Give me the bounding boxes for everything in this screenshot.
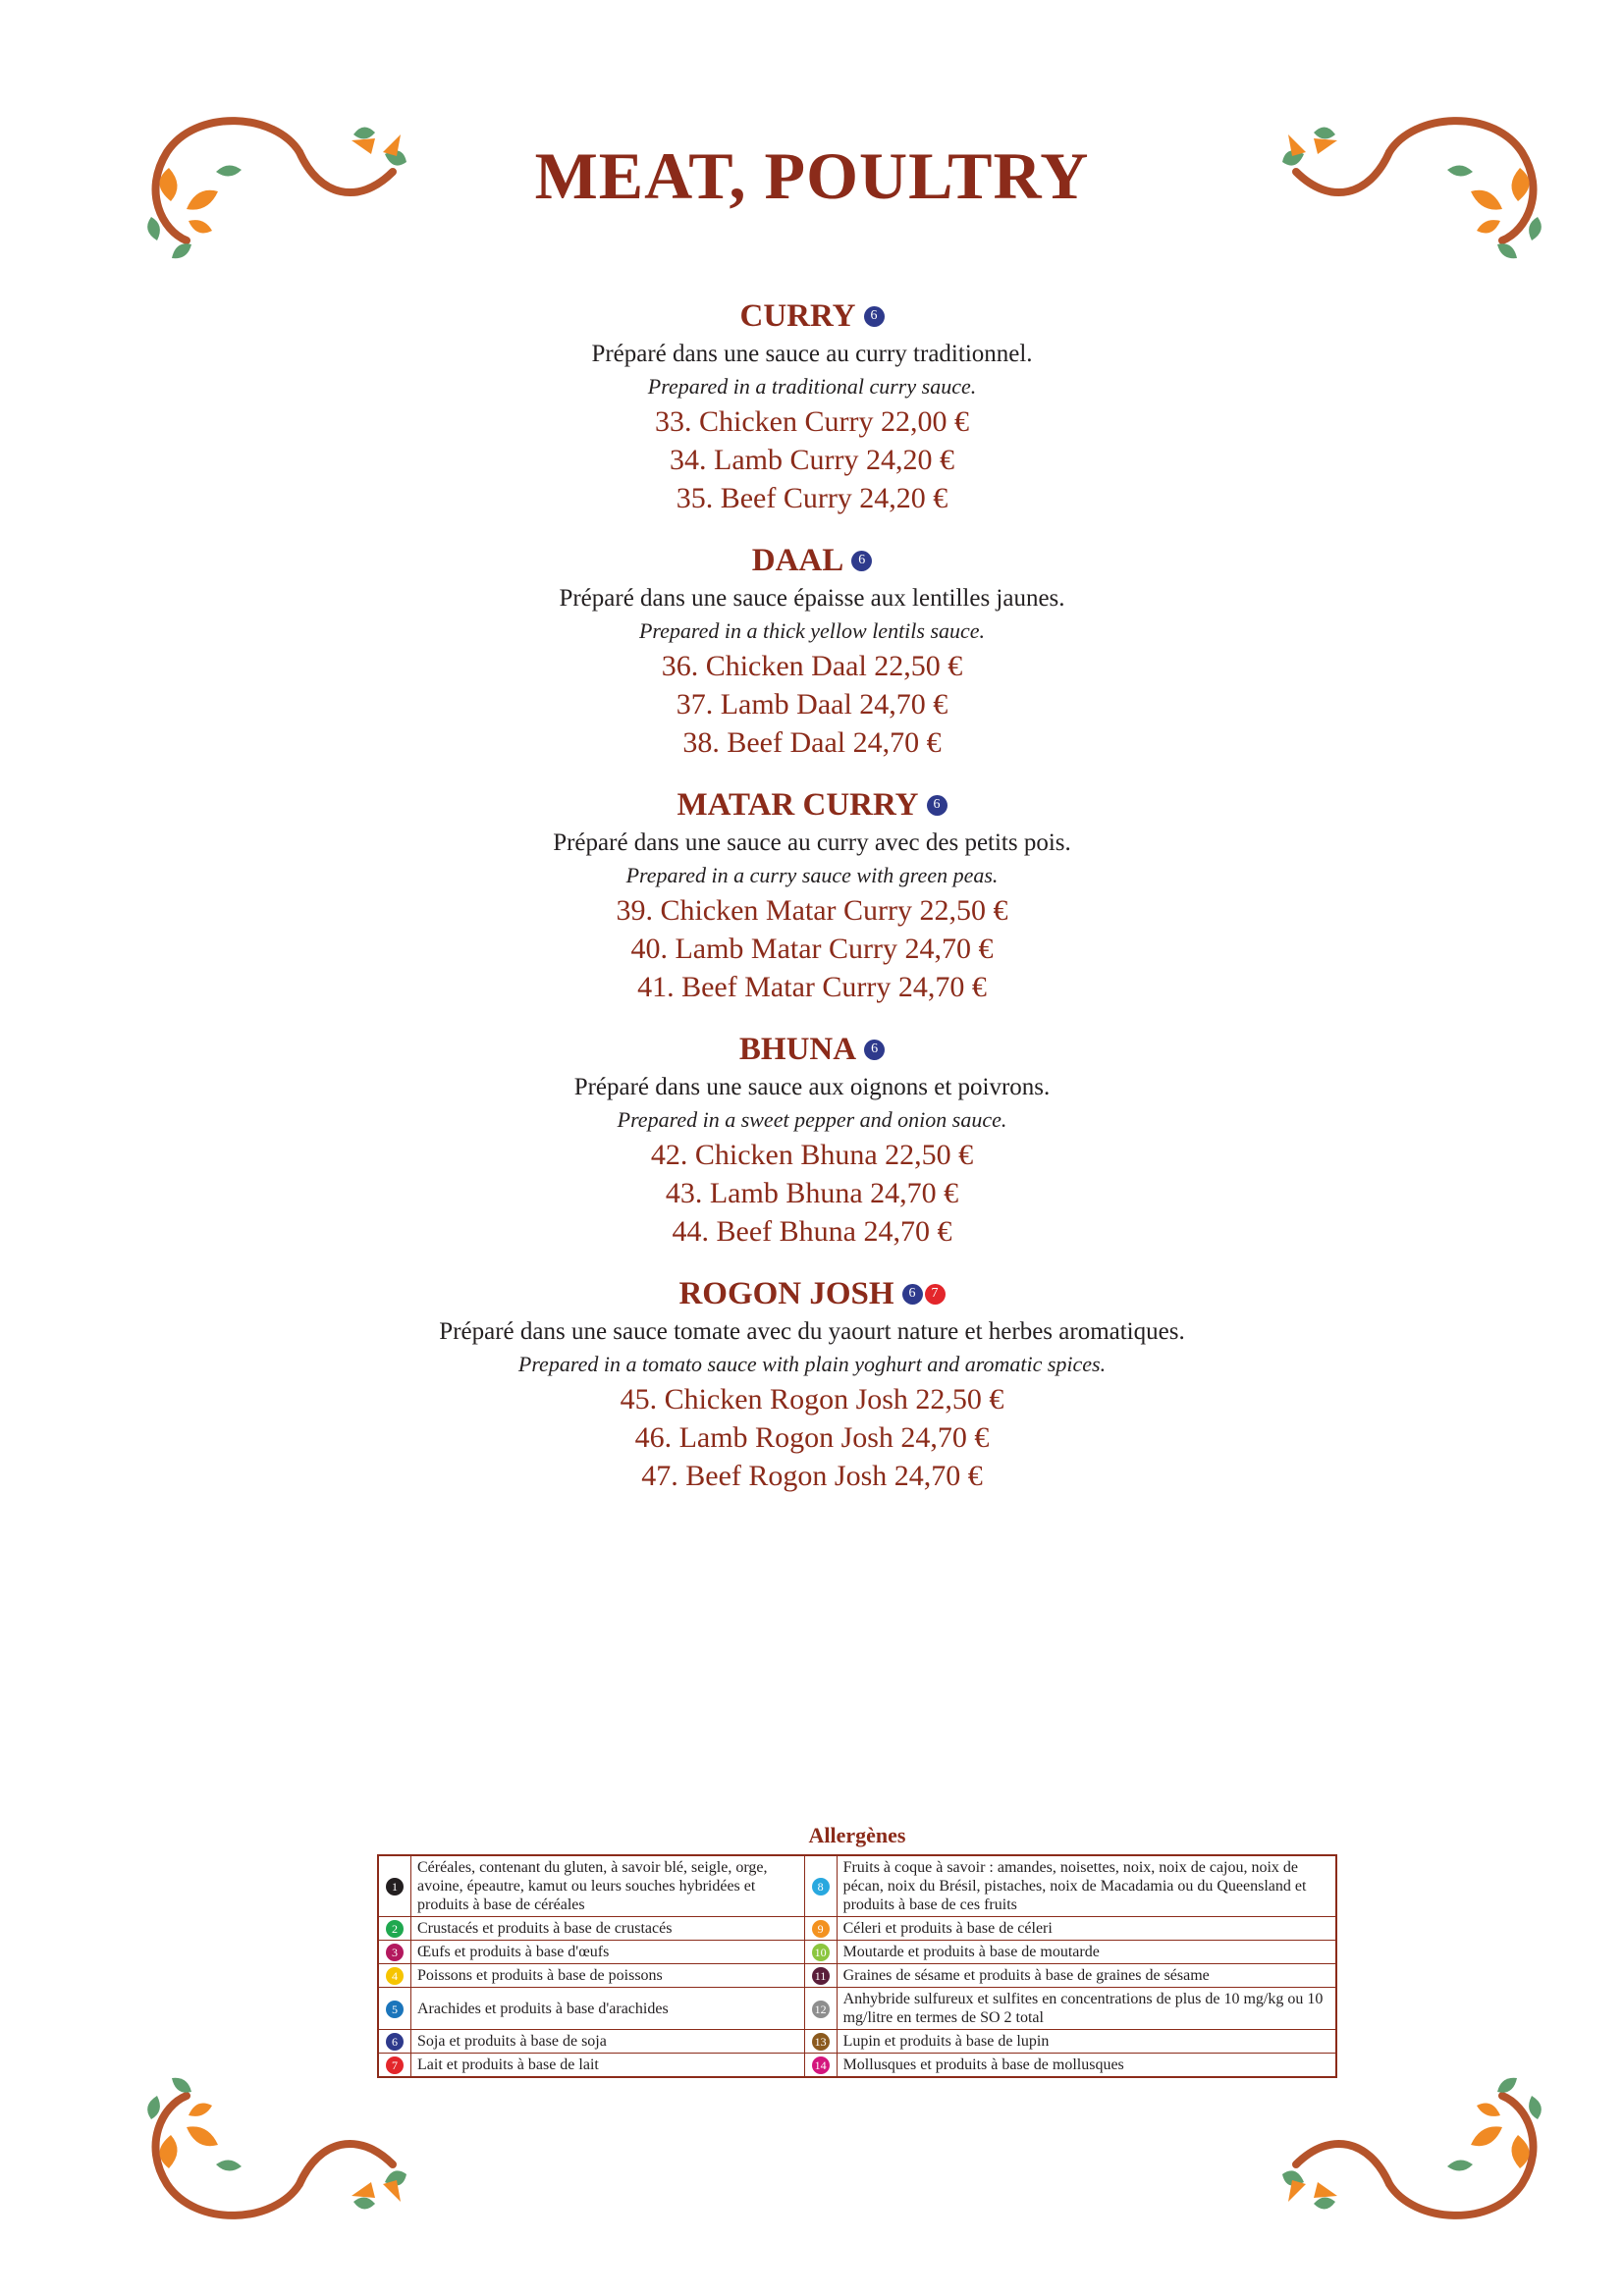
allergen-badge: 6: [386, 2033, 404, 2051]
section-name: ROGON JOSH: [678, 1276, 894, 1311]
menu-section: [0, 1272, 1624, 1495]
allergen-badges: [864, 306, 885, 327]
allergen-number-cell: [804, 2030, 837, 2054]
allergen-number-cell: [378, 2054, 411, 2078]
allergen-badge: 6: [851, 551, 872, 571]
menu-item: 35. Beef Curry 24,20 €: [676, 482, 948, 514]
allergen-row: [378, 1988, 1336, 2030]
allergen-text: Mollusques et produits à base de mollusques: [837, 2054, 1336, 2078]
allergen-badge: 8: [812, 1878, 830, 1896]
description-en: Prepared in a tomato sauce with plain yoghurt and aromatic spices.: [517, 1352, 1107, 1376]
menu-item: 46. Lamb Rogon Josh 24,70 €: [634, 1421, 990, 1454]
allergen-badge: 11: [812, 1967, 830, 1985]
allergen-badge: 1: [386, 1878, 404, 1896]
description-fr: Préparé dans une sauce aux oignons et poivrons.: [573, 1074, 1051, 1100]
menu-item: 33. Chicken Curry 22,00 €: [655, 405, 969, 438]
menu-item: 37. Lamb Daal 24,70 €: [676, 688, 948, 721]
section-title: [0, 294, 1624, 338]
allergen-text: Lupin et produits à base de lupin: [837, 2030, 1336, 2054]
allergen-text: Œufs et produits à base d'œufs: [411, 1941, 805, 1964]
allergen-badge: 10: [812, 1944, 830, 1961]
corner-ornament-bottom-right: [1276, 2056, 1561, 2243]
description-fr: Préparé dans une sauce au curry avec des petits pois.: [553, 829, 1071, 856]
allergen-row: [378, 2030, 1336, 2054]
section-title: [0, 783, 1624, 827]
allergen-badge: 6: [864, 1040, 885, 1060]
allergen-text: Soja et produits à base de soja: [411, 2030, 805, 2054]
menu-section: [0, 539, 1624, 762]
vine-ornament: [1276, 2056, 1561, 2243]
allergen-number-cell: [804, 1964, 837, 1988]
section-name: BHUNA: [738, 1032, 857, 1067]
allergen-badges: [851, 551, 872, 571]
allergen-text: Arachides et produits à base d'arachides: [411, 1988, 805, 2030]
menu-item: 38. Beef Daal 24,70 €: [682, 726, 942, 759]
menu-item: 41. Beef Matar Curry 24,70 €: [637, 971, 987, 1003]
allergen-badges: [902, 1284, 946, 1305]
menu-item: 43. Lamb Bhuna 24,70 €: [665, 1177, 959, 1209]
description-en: Prepared in a thick yellow lentils sauce.: [638, 618, 986, 643]
allergen-badge: 5: [386, 2001, 404, 2018]
allergen-number-cell: [378, 1941, 411, 1964]
allergen-number-cell: [804, 2054, 837, 2078]
allergen-badge: 6: [902, 1284, 923, 1305]
allergen-number-cell: [804, 1917, 837, 1941]
allergen-badge: 2: [386, 1920, 404, 1938]
menu-section: [0, 294, 1624, 517]
allergen-text: Moutarde et produits à base de moutarde: [837, 1941, 1336, 1964]
menu-item: 42. Chicken Bhuna 22,50 €: [650, 1139, 974, 1171]
allergen-badge: 9: [812, 1920, 830, 1938]
description-fr: Préparé dans une sauce épaisse aux lentilles jaunes.: [559, 585, 1065, 612]
menu-item: 45. Chicken Rogon Josh 22,50 €: [620, 1383, 1004, 1415]
allergen-number-cell: [378, 1855, 411, 1917]
description-fr: Préparé dans une sauce au curry traditionnel.: [591, 341, 1033, 367]
allergen-badge: 14: [812, 2056, 830, 2074]
allergen-number-cell: [804, 1988, 837, 2030]
description-fr: Préparé dans une sauce tomate avec du yaourt nature et herbes aromatiques.: [439, 1318, 1185, 1345]
allergen-number-cell: [378, 2030, 411, 2054]
allergen-badge: 3: [386, 1944, 404, 1961]
section-title: [0, 539, 1624, 582]
description-en: Prepared in a traditional curry sauce.: [647, 374, 977, 399]
menu-item: 39. Chicken Matar Curry 22,50 €: [616, 894, 1008, 927]
allergen-number-cell: [804, 1855, 837, 1917]
menu-sections: [0, 294, 1624, 1517]
section-name: DAAL: [751, 543, 844, 578]
allergen-row: [378, 1964, 1336, 1988]
description-en: Prepared in a curry sauce with green peas.: [625, 863, 999, 887]
allergen-row: [378, 1855, 1336, 1917]
section-name: MATAR CURRY: [677, 787, 919, 823]
page-title: MEAT, POULTRY: [534, 138, 1090, 213]
menu-item: 34. Lamb Curry 24,20 €: [670, 444, 954, 476]
allergen-badge: 13: [812, 2033, 830, 2051]
menu-section: [0, 1028, 1624, 1251]
allergen-number-cell: [378, 1964, 411, 1988]
allergens-legend: [377, 1823, 1337, 2078]
allergen-row: [378, 1941, 1336, 1964]
section-name: CURRY: [739, 298, 856, 334]
section-title: [0, 1028, 1624, 1071]
allergen-text: Anhybride sulfureux et sulfites en concentrations de plus de 10 mg/kg ou 10 mg/litre en termes de SO 2 total: [837, 1988, 1336, 2030]
allergen-badge: 6: [927, 795, 947, 816]
menu-section: [0, 783, 1624, 1006]
menu-item: 47. Beef Rogon Josh 24,70 €: [641, 1460, 983, 1492]
allergen-badge: 7: [386, 2056, 404, 2074]
description-en: Prepared in a sweet pepper and onion sauce.: [617, 1107, 1007, 1132]
allergen-badge: 4: [386, 1967, 404, 1985]
menu-item: 40. Lamb Matar Curry 24,70 €: [630, 933, 994, 965]
allergen-row: [378, 2054, 1336, 2078]
allergen-text: Céleri et produits à base de céleri: [837, 1917, 1336, 1941]
allergen-text: Fruits à coque à savoir : amandes, noisettes, noix, noix de cajou, noix de pécan, noix du Brésil, pistaches, noix de Macadamia ou du Queensland et produits à base de ces fruits: [837, 1855, 1336, 1917]
menu-item: 36. Chicken Daal 22,50 €: [661, 650, 963, 682]
allergen-text: Céréales, contenant du gluten, à savoir blé, seigle, orge, avoine, épeautre, kamut ou leurs souches hybridées et produits à base de céréales: [411, 1855, 805, 1917]
allergen-number-cell: [378, 1917, 411, 1941]
corner-ornament-bottom-left: [128, 2056, 412, 2243]
allergen-text: Lait et produits à base de lait: [411, 2054, 805, 2078]
allergen-badge: 12: [812, 2001, 830, 2018]
allergen-text: Graines de sésame et produits à base de graines de sésame: [837, 1964, 1336, 1988]
allergen-number-cell: [804, 1941, 837, 1964]
allergen-number-cell: [378, 1988, 411, 2030]
menu-item: 44. Beef Bhuna 24,70 €: [672, 1215, 952, 1248]
allergen-table: [377, 1854, 1337, 2078]
allergen-badges: [864, 1040, 885, 1060]
allergen-badge: 7: [925, 1284, 946, 1305]
allergen-text: Crustacés et produits à base de crustacés: [411, 1917, 805, 1941]
allergen-row: [378, 1917, 1336, 1941]
allergen-badge: 6: [864, 306, 885, 327]
section-title: [0, 1272, 1624, 1315]
allergen-badges: [927, 795, 947, 816]
allergen-text: Poissons et produits à base de poissons: [411, 1964, 805, 1988]
allergens-title: Allergènes: [808, 1823, 906, 1847]
vine-ornament: [128, 2056, 412, 2243]
